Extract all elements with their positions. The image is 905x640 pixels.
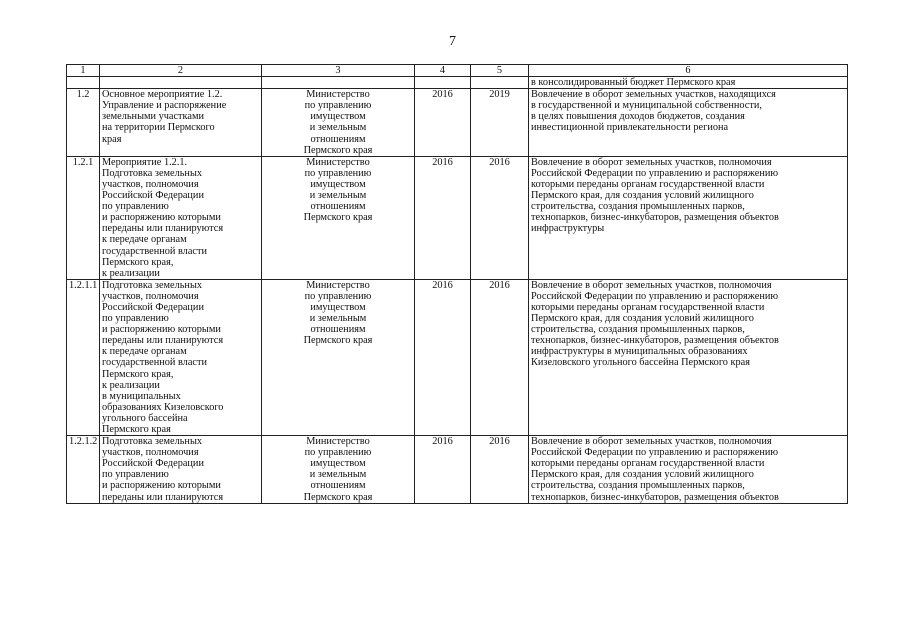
text-line: к передаче органам <box>102 346 187 358</box>
item-executor <box>262 436 415 504</box>
text-line: инвестиционной привлекательности региона <box>531 122 729 134</box>
text-line: Мероприятие 1.2.1. <box>102 156 188 168</box>
text-line: Пермского края <box>102 424 171 435</box>
column-header: 4 <box>415 65 471 77</box>
text-line: которыми переданы органам государственной власти <box>531 178 765 190</box>
text-line: Российской Федерации по управлению и распоряжению <box>531 167 779 179</box>
text-line: Подготовка земельных <box>102 167 203 179</box>
text-line: Пермского края, для создания условий жилищного <box>531 469 754 481</box>
item-number: 1.2.1.1 <box>67 279 100 435</box>
text-line: технопарков, бизнес-инкубаторов, размещения объектов <box>531 212 779 224</box>
text-line: инфраструктуры <box>531 223 605 235</box>
text-line: Министерство <box>306 436 370 448</box>
item-name <box>100 436 262 504</box>
text-line: переданы или планируются <box>102 223 224 235</box>
text-line: Министерство <box>306 89 370 101</box>
text-line: и распоряжению которыми <box>102 324 221 336</box>
column-header: 6 <box>529 65 848 77</box>
text-line: по управлению <box>304 167 372 179</box>
item-executor <box>262 156 415 279</box>
continuation-row <box>67 77 848 89</box>
text-line: которыми переданы органам государственной власти <box>531 301 765 313</box>
text-line: и земельным <box>309 469 367 481</box>
item-name <box>100 279 262 435</box>
text-line: технопарков, бизнес-инкубаторов, размещения объектов <box>531 491 779 503</box>
text-line: и земельным <box>309 122 367 134</box>
column-header: 3 <box>262 65 415 77</box>
text-line: на территории Пермского <box>102 122 215 134</box>
program-table <box>66 64 848 504</box>
item-start-year: 2016 <box>415 156 471 279</box>
text-line: Пермского края, <box>102 256 174 268</box>
item-end-year: 2016 <box>471 156 529 279</box>
text-line: отношениям <box>310 324 366 336</box>
text-line: угольного бассейна <box>102 412 188 424</box>
text-line: Министерство <box>306 279 370 291</box>
item-number: 1.2 <box>67 89 100 157</box>
text-line: по управлению <box>304 447 372 459</box>
item-start-year: 2016 <box>415 279 471 435</box>
text-line: Основное мероприятие 1.2. <box>102 89 223 101</box>
text-line: Российской Федерации <box>102 190 204 202</box>
text-line: строительства, создания промышленных парков, <box>531 324 745 336</box>
text-line: отношениям <box>310 201 366 213</box>
text-line: Пермского края <box>303 144 373 156</box>
text-line: отношениям <box>310 480 366 492</box>
text-line: технопарков, бизнес-инкубаторов, размещения объектов <box>531 335 779 347</box>
text-line: переданы или планируются <box>102 491 224 503</box>
text-line: в целях повышения доходов бюджетов, создания <box>531 111 745 123</box>
text-line: имуществом <box>310 458 366 470</box>
text-line: к передаче органам <box>102 234 187 246</box>
text-line: Российской Федерации по управлению и распоряжению <box>531 447 779 459</box>
item-end-year: 2019 <box>471 89 529 157</box>
table-row <box>67 279 848 435</box>
text-line: в муниципальных <box>102 390 181 402</box>
text-line: края <box>102 133 122 145</box>
table-row <box>67 89 848 157</box>
text-line: имуществом <box>310 111 366 123</box>
column-header: 2 <box>100 65 262 77</box>
text-line: и распоряжению которыми <box>102 212 221 224</box>
item-number: 1.2.1 <box>67 156 100 279</box>
text-line: государственной власти <box>102 245 207 257</box>
text-line: Подготовка земельных <box>102 436 203 448</box>
text-line: Пермского края, <box>102 368 174 380</box>
table-row <box>67 156 848 279</box>
column-header: 1 <box>67 65 100 77</box>
text-line: Российской Федерации <box>102 458 204 470</box>
item-end-year: 2016 <box>471 279 529 435</box>
item-executor <box>262 279 415 435</box>
item-executor <box>262 89 415 157</box>
text-line: переданы или планируются <box>102 335 224 347</box>
item-end-year: 2016 <box>471 436 529 504</box>
text-line: к реализации <box>102 267 160 279</box>
header-row <box>67 65 848 77</box>
text-line: имуществом <box>310 301 366 313</box>
text-line: Подготовка земельных <box>102 279 203 291</box>
continuation-text: в консолидированный бюджет Пермского края <box>529 77 848 89</box>
text-line: Министерство <box>306 156 370 168</box>
table-row <box>67 436 848 504</box>
text-line: отношениям <box>310 133 366 145</box>
page-number: 7 <box>449 34 456 49</box>
text-line: к реализации <box>102 379 160 391</box>
text-line: и земельным <box>309 190 367 202</box>
text-line: инфраструктуры в муниципальных образованиях <box>531 346 748 358</box>
text-line: Российской Федерации <box>102 301 204 313</box>
text-line: участков, полномочия <box>102 447 199 459</box>
text-line: строительства, создания промышленных парков, <box>531 201 745 213</box>
text-line: Кизеловского угольного бассейна Пермского края <box>531 357 750 369</box>
text-line: которыми переданы органам государственной власти <box>531 458 765 470</box>
text-line: в государственной и муниципальной собственности, <box>531 100 762 112</box>
text-line: Пермского края <box>303 491 373 503</box>
text-line: участков, полномочия <box>102 290 199 302</box>
text-line: Пермского края, для создания условий жилищного <box>531 190 754 202</box>
text-line: по управлению <box>304 290 372 302</box>
text-line: образованиях Кизеловского <box>102 401 224 413</box>
text-line: Вовлечение в оборот земельных участков, находящихся <box>531 89 776 101</box>
text-line: по управлению <box>304 100 372 112</box>
text-line: Пермского края <box>303 212 373 224</box>
text-line: по управлению <box>102 313 169 325</box>
text-line: и земельным <box>309 313 367 325</box>
text-line: имуществом <box>310 178 366 190</box>
item-number: 1.2.1.2 <box>67 436 100 504</box>
text-line: по управлению <box>102 201 169 213</box>
item-result <box>529 436 848 504</box>
text-line: Вовлечение в оборот земельных участков, полномочия <box>531 279 772 291</box>
item-result <box>529 156 848 279</box>
text-line: участков, полномочия <box>102 178 199 190</box>
item-start-year: 2016 <box>415 89 471 157</box>
column-header: 5 <box>471 65 529 77</box>
text-line: земельными участками <box>102 111 204 123</box>
item-result <box>529 89 848 157</box>
text-line: государственной власти <box>102 357 207 369</box>
item-name <box>100 89 262 157</box>
text-line: Вовлечение в оборот земельных участков, полномочия <box>531 156 772 168</box>
text-line: Управление и распоряжение <box>102 100 227 112</box>
text-line: Пермского края <box>303 335 373 347</box>
item-start-year: 2016 <box>415 436 471 504</box>
item-result <box>529 279 848 435</box>
text-line: Вовлечение в оборот земельных участков, полномочия <box>531 436 772 448</box>
text-line: Пермского края, для создания условий жилищного <box>531 313 754 325</box>
text-line: строительства, создания промышленных парков, <box>531 480 745 492</box>
item-name <box>100 156 262 279</box>
text-line: и распоряжению которыми <box>102 480 221 492</box>
text-line: Российской Федерации по управлению и распоряжению <box>531 290 779 302</box>
text-line: по управлению <box>102 469 169 481</box>
